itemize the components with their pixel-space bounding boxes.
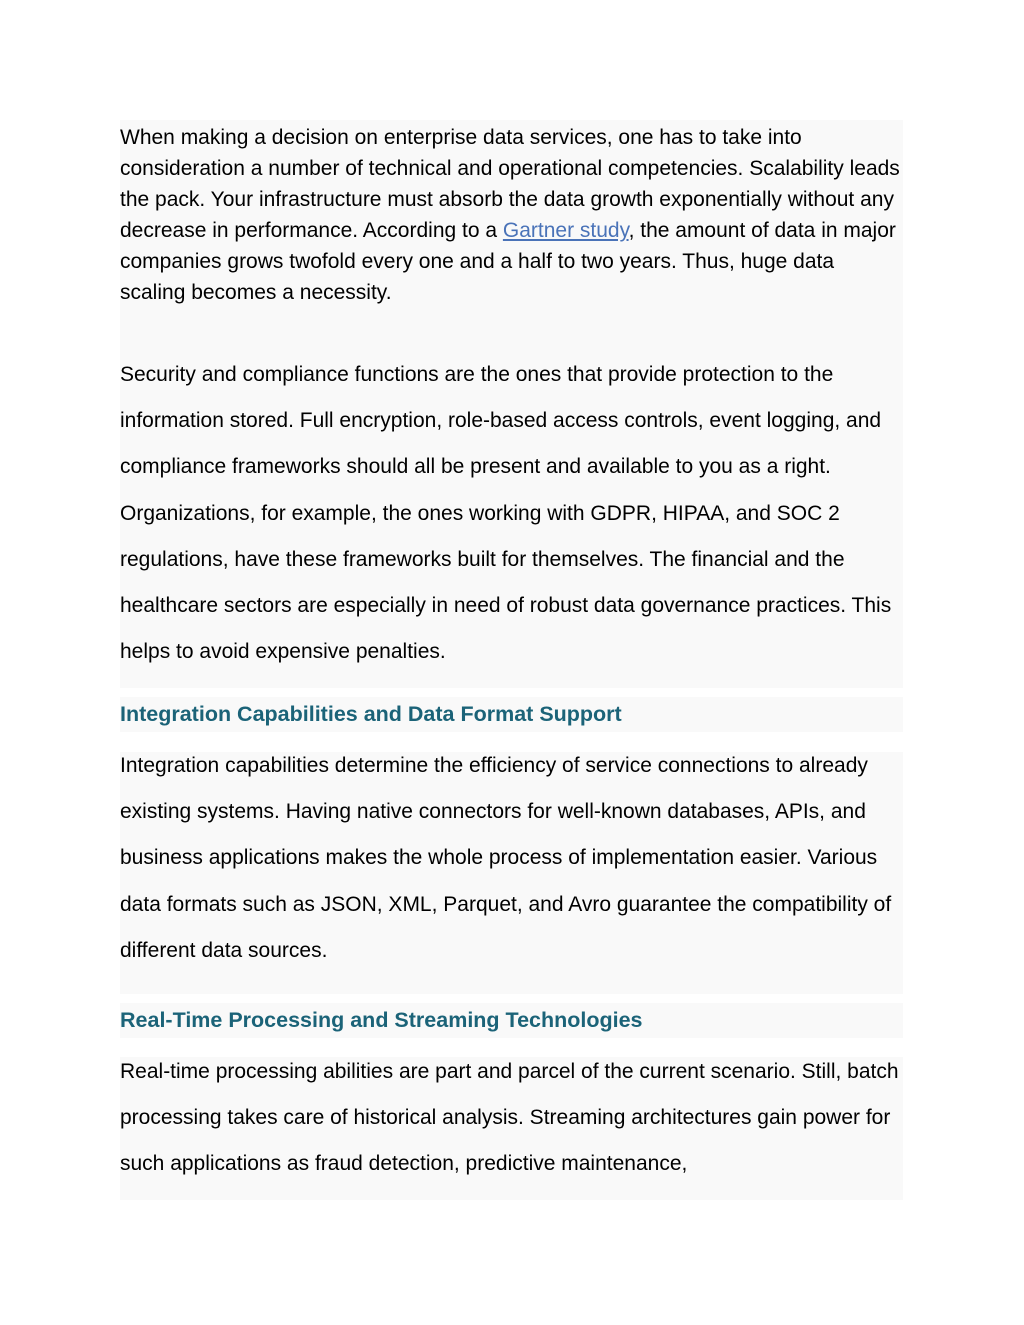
section-body-block	[120, 1057, 903, 1200]
real-time-paragraph: Real-time processing abilities are part and parcel of the current scenario. Still, batch processing takes care of historical analysis. Streaming architectures gain power for such applications as fraud detection, predictive maintenance,	[120, 1060, 899, 1176]
intro-block	[120, 120, 903, 688]
intro-text-end: , the amount of data in major companies grows twofold every one and a half to two years. Thus, huge data scaling becomes a necessity.	[120, 219, 896, 304]
section-body-block	[120, 752, 903, 994]
heading-real-time: Real-Time Processing and Streaming Technologies	[120, 1008, 643, 1032]
security-paragraph: Security and compliance functions are the ones that provide protection to the information stored. Full encryption, role-based access controls, event logging, and compliance frameworks should all be present and available to you as a right. Organizations, for example, the ones working with GDPR, HIPAA, and SOC 2 regulations, have these frameworks built for themselves. The financial and the healthcare sectors are especially in need of robust data governance practices. This helps to avoid expensive penalties.	[120, 363, 892, 664]
gartner-study-link[interactable]: Gartner study	[502, 219, 629, 242]
integration-paragraph: Integration capabilities determine the efficiency of service connections to already existing systems. Having native connectors for well-known databases, APIs, and business applications makes the whole process of implementation easier. Various data formats such as JSON, XML, Parquet, and Avro guarantee the compatibility of different data sources.	[120, 754, 892, 962]
intro-text-start: When making a decision on enterprise data services, one has to take into consideration a number of technical and operational competencies. Scalability leads the pack. Your infrastructure must absorb the data growth exponentially without any decrease in performance. According to a	[120, 126, 900, 242]
heading-integration: Integration Capabilities and Data Format Support	[120, 702, 622, 726]
section-heading-block	[120, 697, 903, 732]
section-heading-block	[120, 1003, 903, 1038]
intro-paragraph	[120, 120, 903, 308]
